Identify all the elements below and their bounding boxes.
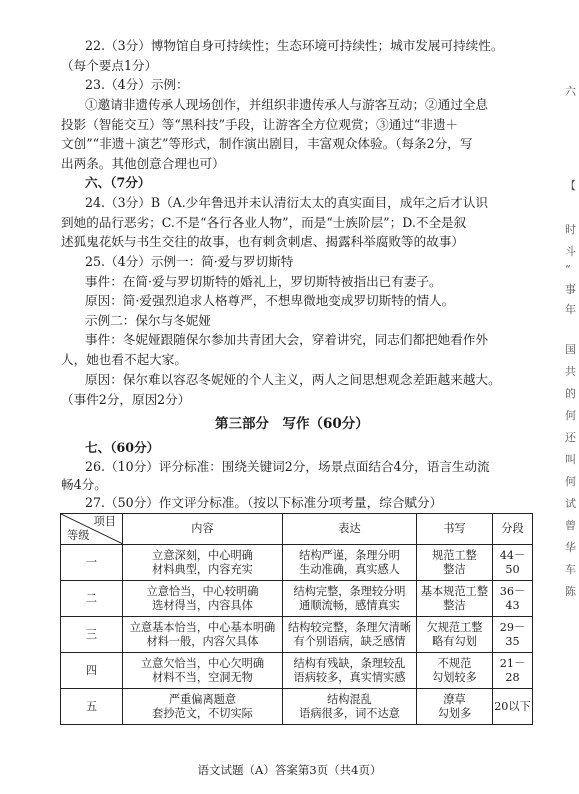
corner-label-item: 项目 [93, 515, 116, 528]
column-header-score: 分段 [493, 514, 533, 545]
q25-example1-reason: 原因：简·爱强烈追求人格尊严，不想卑微地变成罗切斯特的情人。 [85, 293, 455, 308]
cell-line: 立意基本恰当，中心基本明确 [129, 620, 276, 634]
cell-line: 勾划多 [437, 706, 472, 720]
page-footer: 语文试题（A）答案第3页（共4页） [197, 763, 382, 777]
expression-cell [283, 689, 417, 725]
edge-fragment: 年 [565, 303, 576, 316]
content-cell [123, 581, 283, 617]
expression-cell [283, 653, 417, 689]
cell-line: 规范工整 [432, 548, 477, 562]
score-cell: 29－35 [493, 617, 533, 653]
cell-line: 结构混乱 [327, 692, 372, 706]
cell-line: 整洁 [443, 562, 466, 576]
q23-line-4: 出两条。其他创意合理也可） [61, 156, 225, 171]
table-row [61, 581, 533, 617]
cell-line: 立意深刻，中心明确 [152, 548, 253, 562]
q27-criteria: 27.（50分）作文评分标准。（按以下标准分项考量，综合赋分） [85, 495, 443, 510]
writing-cell [417, 545, 493, 581]
cell-line: 严重偏离题意 [168, 692, 237, 706]
cell-line: 结构有残缺，条理较乱 [293, 656, 406, 670]
expression-cell [283, 617, 417, 653]
q24-line-3: 述狐鬼花妖与书生交往的故事，也有刺贪刺虐、揭露科举腐败等的故事） [61, 234, 464, 249]
expression-cell [283, 581, 417, 617]
q26-criteria-cont: 畅4分。 [61, 477, 107, 492]
cell-line: 套抄范文，不切实际 [152, 706, 253, 720]
q23-heading: 23.（4分）示例： [85, 77, 189, 92]
edge-fragment: 【 [565, 179, 576, 192]
cell-line: 勾划较多 [432, 670, 477, 684]
essay-grading-table [60, 513, 533, 725]
cell-line: 略有勾划 [432, 634, 477, 648]
edge-fragment: 国 [565, 343, 576, 356]
cell-line: 通顺流畅，感情真实 [299, 598, 400, 612]
q25-heading: 25.（4分）示例一：简·爱与罗切斯特 [85, 254, 294, 269]
edge-fragment: 曾 [565, 519, 576, 532]
q25-scoring-note: （事件2分，原因2分） [61, 392, 191, 407]
expression-cell [283, 545, 417, 581]
edge-fragment: 叫 [565, 453, 576, 466]
cell-line: 生动准确，真实感人 [299, 562, 400, 576]
table-row [61, 689, 533, 725]
q26-criteria: 26.（10分）评分标准：围绕关键词2分，场景点面结合4分，语言生动流 [85, 459, 490, 474]
edge-fragment: 事 [565, 283, 576, 296]
score-cell: 20以下 [493, 689, 533, 725]
column-header-expression: 表达 [283, 514, 417, 545]
writing-cell [417, 689, 493, 725]
q24-line-1: 24.（3分）B（A.少年鲁迅并未认清衍太太的真实面目，成年之后才认识 [85, 195, 489, 210]
table-header-row [61, 514, 533, 545]
cell-line: 不规范 [437, 656, 472, 670]
edge-fragment: 何 [565, 475, 576, 488]
table-row [61, 653, 533, 689]
cell-line: 选材得当，内容具体 [152, 598, 253, 612]
edge-fragment: 的 [565, 387, 576, 400]
cell-line: 立意恰当，中心较明确 [146, 584, 259, 598]
table-corner-cell [61, 514, 123, 545]
content-cell [123, 617, 283, 653]
part-three-title: 第三部分 写作（60分） [215, 416, 369, 432]
edge-fragment: 陈 [565, 585, 576, 598]
level-cell: 一 [61, 545, 123, 581]
edge-fragment: 时 [565, 223, 576, 236]
cell-line: 材料一般，内容欠具体 [146, 634, 259, 648]
edge-fragment: 华 [565, 541, 576, 554]
cell-line: 立意欠恰当，中心欠明确 [140, 656, 265, 670]
cell-line: 语病较多，真实情实感 [293, 670, 406, 684]
cell-line: 语病很多，词不达意 [299, 706, 400, 720]
level-cell: 二 [61, 581, 123, 617]
q25-example2-title: 示例二：保尔与冬妮娅 [85, 313, 211, 328]
writing-cell [417, 581, 493, 617]
content-cell [123, 545, 283, 581]
edge-fragment: 六 [565, 85, 576, 98]
level-cell: 四 [61, 653, 123, 689]
corner-label-level: 等级 [67, 529, 90, 542]
q23-line-3: 文创”“非遗＋演艺”等形式，制作演出剧目，丰富观众体验。（每条2分，写 [61, 136, 473, 151]
cell-line: 有个别语病，缺乏感情 [293, 634, 406, 648]
cell-line: 整洁 [443, 598, 466, 612]
edge-fragment: 斗 [565, 245, 576, 258]
level-cell: 五 [61, 689, 123, 725]
cell-line: 结构完整，条理较分明 [293, 584, 406, 598]
cell-line: 材料不当，空洞无物 [152, 670, 253, 684]
q25-example2-event-cont: 人，她也看不起大家。 [61, 352, 187, 367]
edge-fragment: 还 [565, 431, 576, 444]
content-cell [123, 689, 283, 725]
cell-line: 结构较完整，条理欠清晰 [287, 620, 412, 634]
adjacent-page-bleed [565, 0, 579, 794]
q23-line-2: 投影（智能交互）等“黑科技”手段，让游客全方位观赏；③通过“非遗＋ [61, 117, 459, 132]
edge-fragment: 试 [565, 497, 576, 510]
section-six-heading: 六、（7分） [85, 175, 151, 190]
cell-line: 潦草 [443, 692, 466, 706]
score-cell: 36－43 [493, 581, 533, 617]
q23-line-1: ①邀请非遗传承人现场创作，并组织非遗传承人与游客互动；②通过全息 [85, 97, 488, 112]
edge-fragment: 车 [565, 563, 576, 576]
score-cell: 21－28 [493, 653, 533, 689]
writing-cell [417, 617, 493, 653]
q25-example2-reason: 原因：保尔难以容忍冬妮娅的个人主义，两人之间思想观念差距越来越大。 [85, 372, 501, 387]
cell-line: 材料典型，内容充实 [152, 562, 253, 576]
q22-answer: 22.（3分）博物馆自身可持续性；生态环境可持续性；城市发展可持续性。 [85, 38, 504, 53]
edge-fragment: 何 [565, 409, 576, 422]
q25-example1-event: 事件：在简·爱与罗切斯特的婚礼上，罗切斯特被指出已有妻子。 [85, 274, 442, 289]
table-row [61, 617, 533, 653]
score-cell: 44－50 [493, 545, 533, 581]
cell-line: 基本规范工整 [420, 584, 489, 598]
q24-line-2: 到她的品行恶劣；C.不是“各行各业人物”，而是“士族阶层”；D.不全是叙 [61, 215, 467, 230]
cell-line: 结构严谨，条理分明 [299, 548, 400, 562]
edge-fragment: 共 [565, 365, 576, 378]
level-cell: 三 [61, 617, 123, 653]
section-seven-heading: 七、（60分） [85, 440, 160, 455]
column-header-writing: 书写 [417, 514, 493, 545]
writing-cell [417, 653, 493, 689]
cell-line: 欠规范工整 [426, 620, 483, 634]
q22-note: （每个要点1分） [61, 58, 158, 73]
q25-example2-event: 事件：冬妮娅跟随保尔参加共青团大会，穿着讲究，同志们都把她看作外 [85, 332, 488, 347]
table-row [61, 545, 533, 581]
column-header-content: 内容 [123, 514, 283, 545]
content-cell [123, 653, 283, 689]
edge-fragment: “ [565, 263, 571, 276]
